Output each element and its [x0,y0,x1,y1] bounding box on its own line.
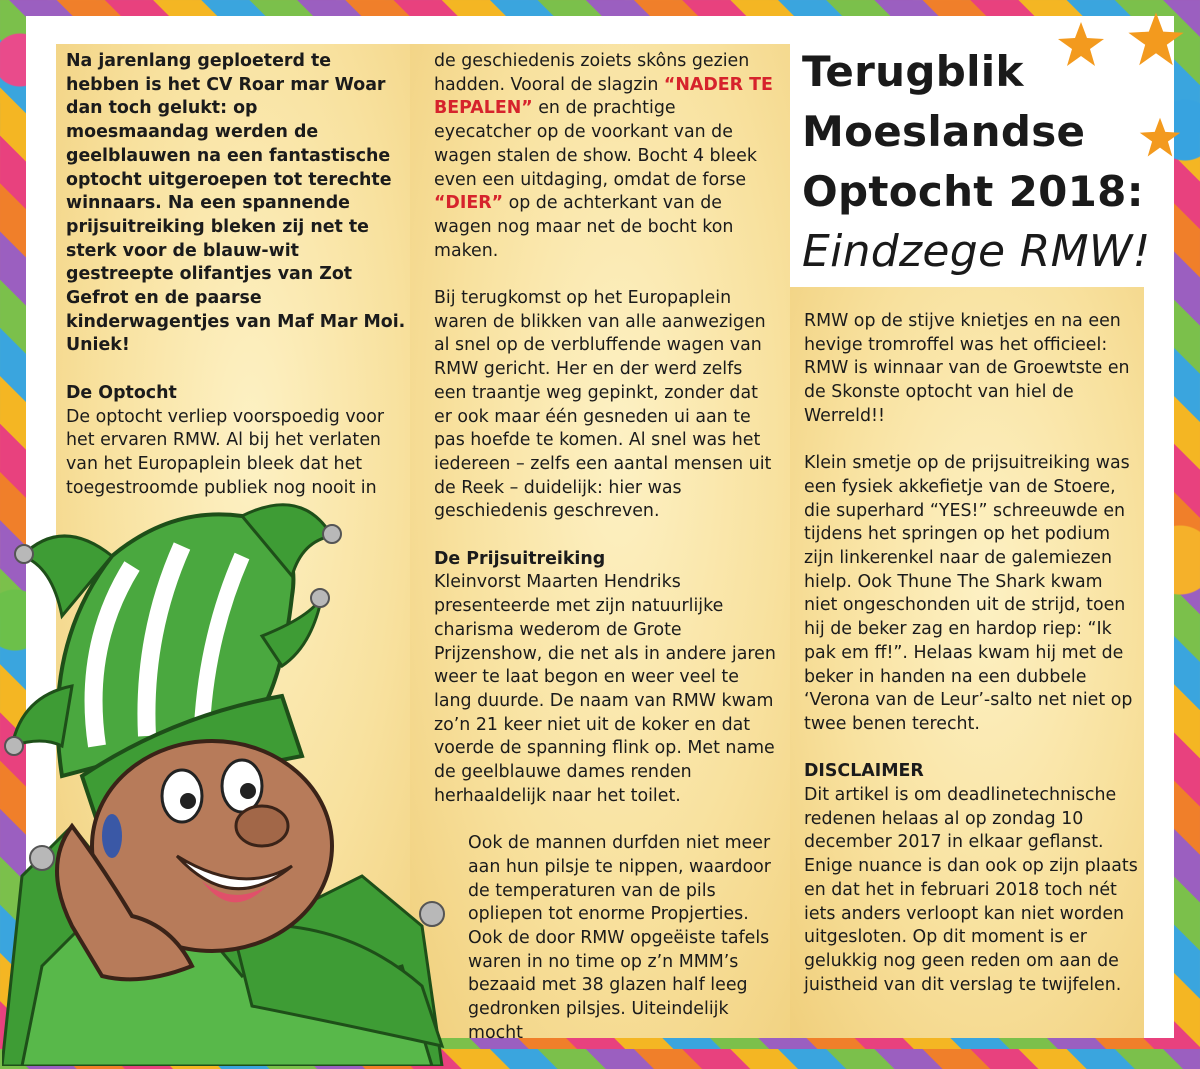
text-run: op de achterkant van de wagen nog maar net de bocht kon maken. [434,193,734,261]
article-title [802,42,1162,282]
dier-highlight: “DIER” [434,193,504,214]
title-line-3: Optocht 2018: [802,167,1144,216]
title-line-2: Moeslandse [802,107,1086,156]
column-right [804,310,1138,1021]
middle-paragraph-1 [434,50,776,263]
star-icon [1138,116,1182,160]
column-middle [434,50,776,1069]
right-paragraph-1: RMW op de stijve knietjes en na een hevige tromroffel was het officieel: RMW is winnaar van de Groewtste en de Skonste optocht van hiel de Werreld!! [804,311,1130,426]
middle-paragraph-3: Kleinvorst Maarten Hendriks presenteerde met zijn natuurlijke charisma wederom de Grote Prijzenshow, die net als in andere jaren weer te laat begon en weer veel te lang duurde. De naam van RMW kwam zo’n 21 keer niet uit de koker en dat voerde de spanning flink op. Met name de geelblauwe dames renden herhaaldelijk naar het toilet. [434,572,776,806]
section-heading-disclaimer: DISCLAIMER [804,761,924,782]
text-run: en de prachtige eyecatcher op de voorkant van de wagen stalen de show. Bocht 4 bleek even een uitdaging, omdat de forse [434,98,757,190]
article-page [26,16,1174,1043]
disclaimer-paragraph: Dit artikel is om deadlinetechnische redenen helaas al op zondag 10 december 2017 in elkaar geflanst. Enige nuance is dan ook op zijn plaats en dat het in februari 2018 toch nét iets anders verloopt kan niet worden uitgesloten. Op dit moment is er gelukkig nog geen reden om aan de juistheid van dit verslag te twijfelen. [804,785,1138,995]
intro-paragraph: Na jarenlang geploeterd te hebben is het CV Roar mar Woar dan toch gelukt: op moesmaandag werden de geelblauwen na een fantastische optocht uitgeroepen tot terechte winnaars. Na een spannende prijsuitreiking bleken zij net te sterk voor de blauw-wit gestreepte olifantjes van Zot Gefrot en de paarse kinderwagentjes van Maf Mar Moi. Uniek! [66,51,406,356]
section-heading-optocht: De Optocht [66,382,177,403]
optocht-paragraph: De optocht verliep voorspoedig voor het ervaren RMW. Al bij het verlaten van het Europaplein bleek dat het toegestroomde publiek nog nooit in [66,406,385,498]
text-run: de geschiedenis zoiets skôns gezien hadden. Vooral de slagzin [434,51,750,95]
slogan-highlight: “NADER TE BEPALEN” [434,74,773,119]
star-icon [1056,20,1106,70]
middle-paragraph-4: Ook de mannen durfden niet meer aan hun pilsje te nippen, waardoor de temperaturen van de pils opliepen tot enorme Propjerties. Ook de door RMW opgeëiste tafels waren in no time op z’n MMM’s bezaaid met 38 glazen half leeg gedronken pilsjes. Uiteindelijk mocht [468,833,771,1043]
middle-paragraph-2: Bij terugkomst op het Europaplein waren de blikken van alle aanwezigen al snel op de verbluffende wagen van RMW gericht. Her en der werd zelfs een traantje weg gepinkt, zonder dat er ook maar één gesneden ui aan te pas hoefde te komen. Al snel was het iedereen – zelfs een aantal mensen uit de Reek – duidelijk: hier was geschiedenis geschreven. [434,288,772,522]
star-icon [1126,10,1186,70]
right-paragraph-2: Klein smetje op de prijsuitreiking was een fysiek akkefietje van de Stoere, die superhard “YES!” schreeuwde en tijdens het springen op het podium zijn linkerenkel naar de galemiezen hielp. Ook Thune The Shark kwam niet ongeschonden uit de strijd, toen hij de beker zag en hardop riep: “Ik pak em ff!”. Helaas kwam hij met de beker in handen na een dubbele ‘Verona van de Leur’-salto net niet op twee benen terecht. [804,453,1133,734]
title-line-4: Eindzege RMW! [802,226,1151,277]
section-heading-prijsuitreiking: De Prijsuitreiking [434,548,606,569]
title-line-1: Terugblik [802,47,1024,96]
jester-illustration [2,446,462,1066]
